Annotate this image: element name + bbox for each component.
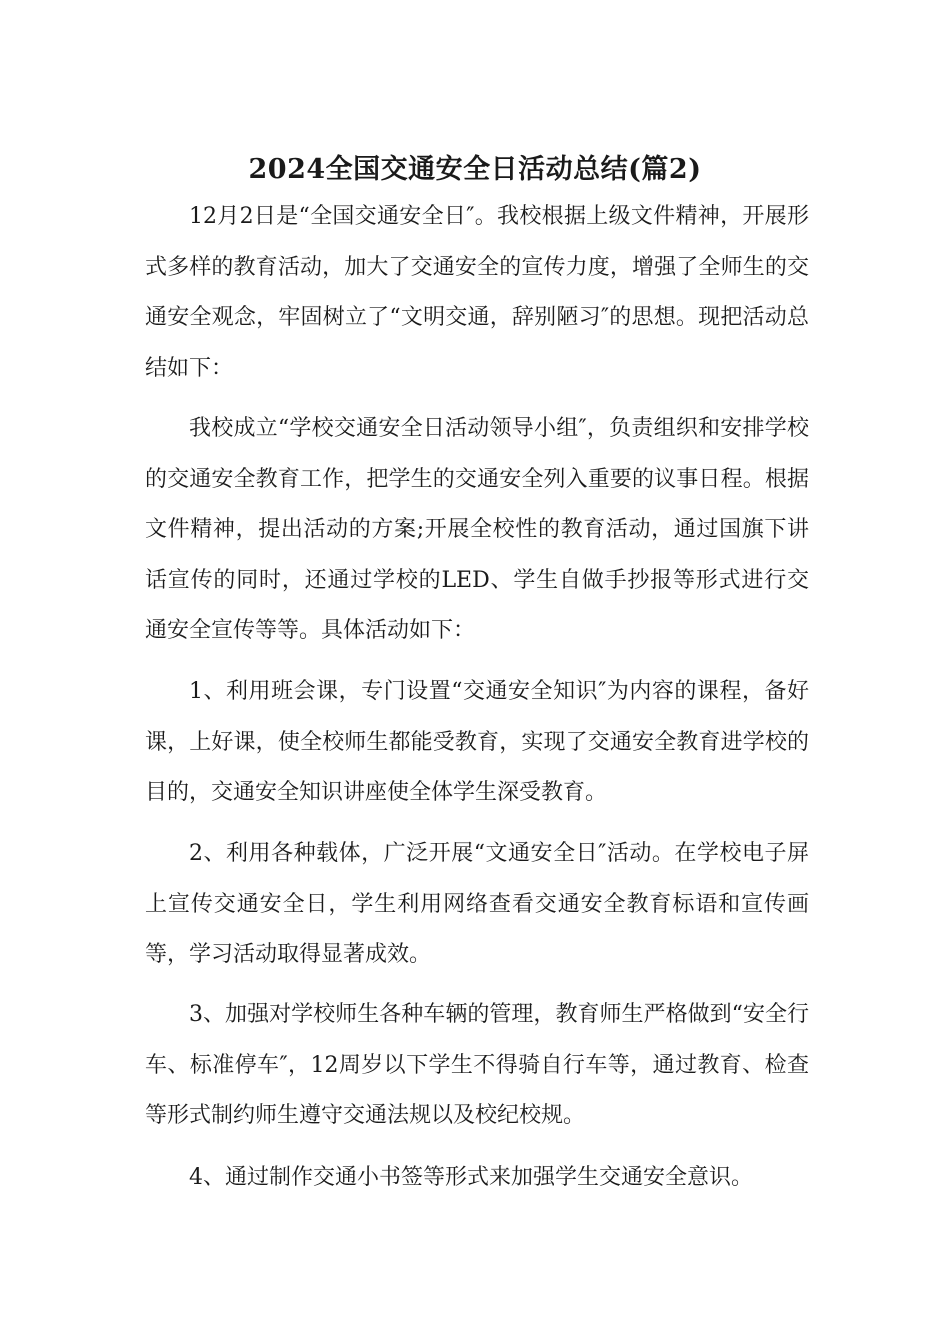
paragraph-item-1: 1、利用班会课，专门设置“交通安全知识″为内容的课程，备好课，上好课，使全校师生都能受教育，实现了交通安全教育进学校的目的，交通安全知识讲座使全体学生深受教育。 bbox=[145, 679, 809, 805]
paragraph-intro: 12月2日是“全国交通安全日″。我校根据上级文件精神，开展形式多样的教育活动，加大了交通安全的宣传力度，增强了全师生的交通安全观念，牢固树立了“文明交通，辞别陋习″的思想。现把活动总结如下： bbox=[145, 204, 809, 381]
document-title: 2024全国交通安全日活动总结(篇2) bbox=[248, 154, 702, 186]
paragraph-item-2: 2、利用各种载体，广泛开展“文通安全日″活动。在学校电子屏上宣传交通安全日，学生利用网络查看交通安全教育标语和宣传画等，学习活动取得显著成效。 bbox=[145, 841, 809, 967]
paragraph-item-3: 3、加强对学校师生各种车辆的管理，教育师生严格做到“安全行车、标准停车″，12周岁以下学生不得骑自行车等，通过教育、检查等形式制约师生遵守交通法规以及校纪校规。 bbox=[145, 1002, 809, 1128]
paragraph-organization: 我校成立“学校交通安全日活动领导小组″，负责组织和安排学校的交通安全教育工作，把学生的交通安全列入重要的议事日程。根据文件精神，提出活动的方案;开展全校性的教育活动，通过国旗下讲话宣传的同时，还通过学校的LED、学生自做手抄报等形式进行交通安全宣传等等。具体活动如下： bbox=[145, 416, 809, 643]
paragraph-item-4: 4、通过制作交通小书签等形式来加强学生交通安全意识。 bbox=[189, 1165, 753, 1190]
